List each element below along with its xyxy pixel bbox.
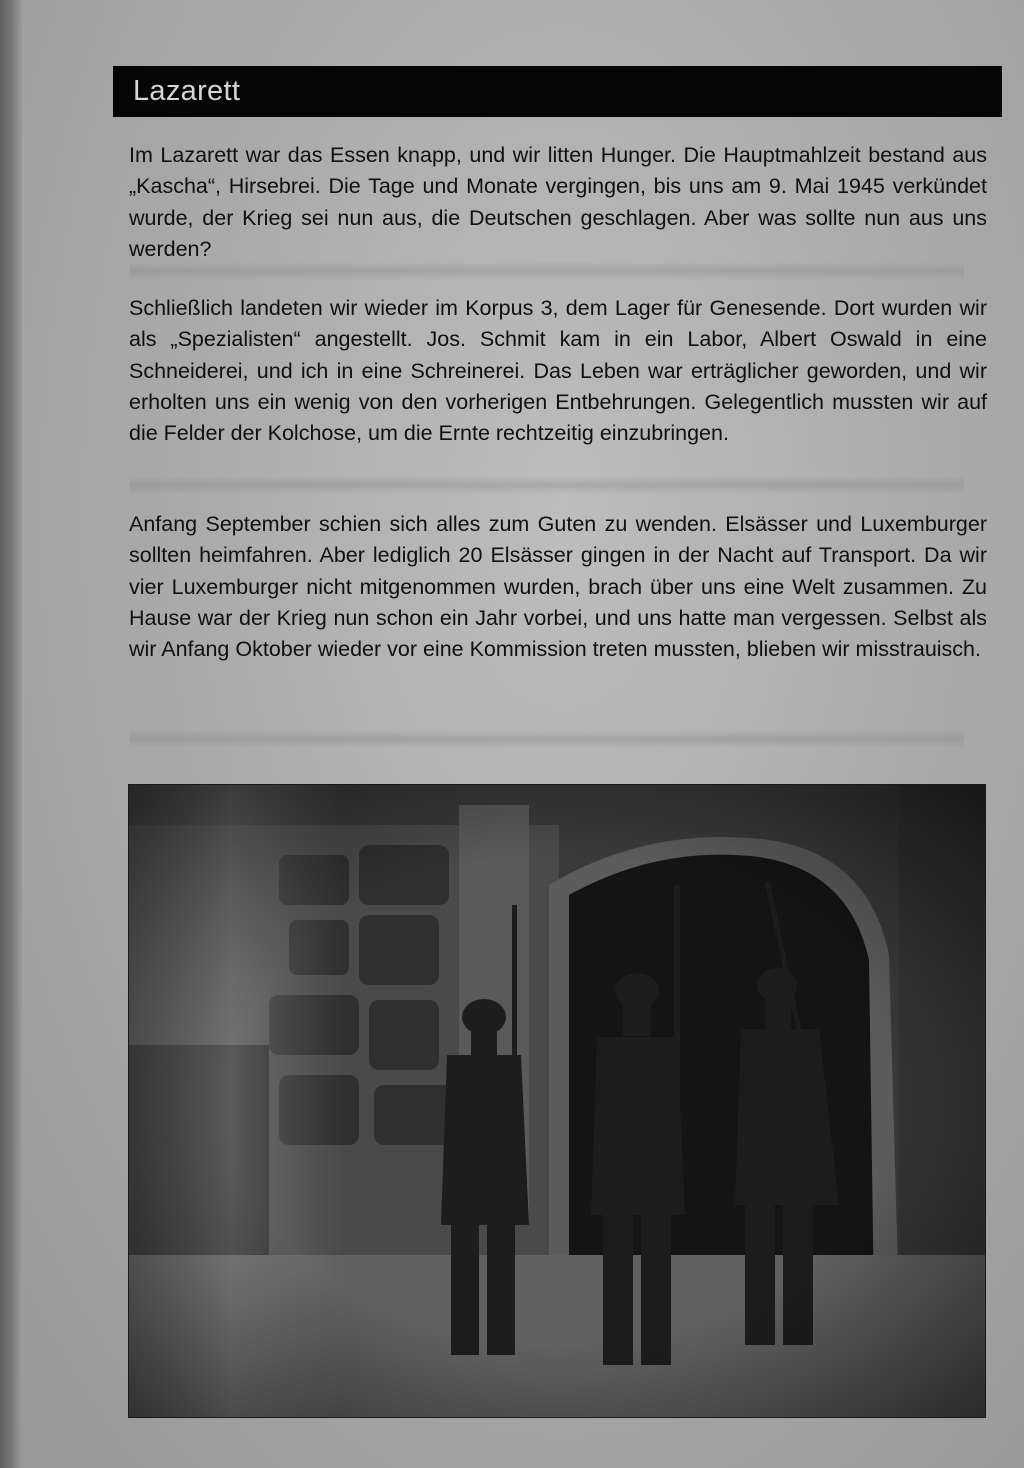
historical-photo	[128, 784, 986, 1418]
paragraph-3: Anfang September schien sich alles zum Guten zu wenden. Elsässer und Luxemburger sollten heimfahren. Aber lediglich 20 Elsässer gingen in der Nacht auf Transport. Da wir vier Luxemburger nicht mitgenommen wurden, brach über uns eine Welt zusammen. Zu Hause war der Krieg nun schon ein Jahr vorbei, und uns hatte man vergessen. Selbst als wir Anfang Oktober wieder vor eine Kommission treten mussten, blieben wir misstrauisch.	[129, 512, 987, 662]
show-through-text	[130, 730, 964, 748]
paragraph-1: Im Lazarett war das Essen knapp, und wir litten Hunger. Die Hauptmahlzeit bestand aus „Kascha“, Hirsebrei. Die Tage und Monate vergingen, bis uns am 9. Mai 1945 verkündet wurde, der Krieg sei nun aus, die Deutschen geschlagen. Aber was sollte nun aus uns werden?	[129, 143, 987, 261]
show-through-text	[130, 476, 964, 494]
photo-soldiers-at-gate	[129, 785, 985, 1417]
section-heading-bar	[113, 66, 1002, 117]
book-spine-shadow	[0, 0, 22, 1468]
paragraph-2: Schließlich landeten wir wieder im Korpus 3, dem Lager für Genesende. Dort wurden wir als „Spezialisten“ angestellt. Jos. Schmit kam in ein Labor, Albert Oswald in eine Schneiderei, und ich in eine Schreinerei. Das Leben war erträglicher geworden, und wir erholten uns ein wenig von den vorherigen Entbehrungen. Gelegentlich mussten wir auf die Felder der Kolchose, um die Ernte rechtzeitig einzubringen.	[129, 296, 987, 446]
section-heading: Lazarett	[133, 75, 241, 107]
